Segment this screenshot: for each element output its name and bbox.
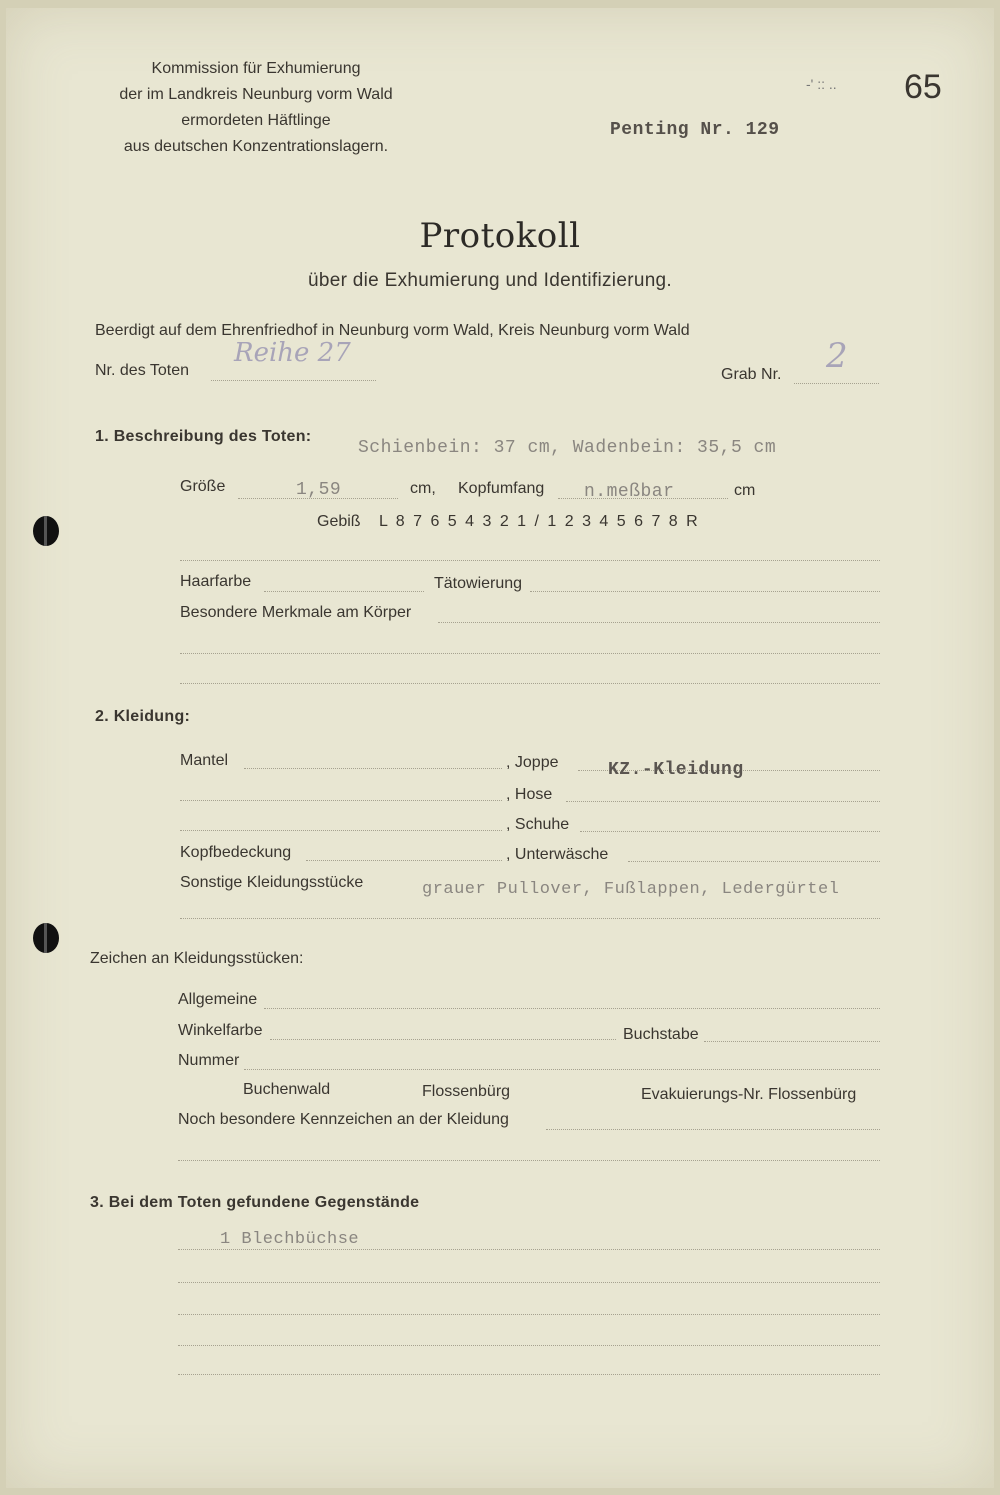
section1-heading: 1. Beschreibung des Toten: xyxy=(95,428,312,445)
shoes-label: , Schuhe xyxy=(506,816,570,833)
jacket-value: KZ.-Kleidung xyxy=(608,760,744,780)
head-circumference-value: n.meßbar xyxy=(584,482,675,502)
general-label: Allgemeine xyxy=(178,991,258,1008)
document-page xyxy=(6,8,994,1488)
letter-label: Buchstabe xyxy=(623,1026,699,1043)
hair-color-label: Haarfarbe xyxy=(180,573,252,590)
bone-measurements: Schienbein: 37 cm, Wadenbein: 35,5 cm xyxy=(358,438,777,458)
page-subtitle: über die Exhumierung und Identifizierung. xyxy=(307,270,673,291)
grave-no-label: Grab Nr. xyxy=(721,366,782,383)
teeth-label: Gebiß xyxy=(317,513,361,530)
tattoo-label: Tätowierung xyxy=(434,575,523,592)
teeth-chart: L 8 7 6 5 4 3 2 1 / 1 2 3 4 5 6 7 8 R xyxy=(379,513,700,530)
head-circumference-label: Kopfumfang xyxy=(458,480,545,497)
special-marks-label: Besondere Merkmale am Körper xyxy=(180,604,412,621)
section2-heading: 2. Kleidung: xyxy=(95,708,191,725)
corner-mark: -' :: .. xyxy=(806,76,837,92)
other-clothing-value: grauer Pullover, Fußlappen, Ledergürtel xyxy=(422,880,840,899)
height-value: 1,59 xyxy=(296,480,342,500)
penting-stamp: Penting Nr. 129 xyxy=(610,120,780,140)
underwear-label: , Unterwäsche xyxy=(506,846,609,863)
other-clothing-label: Sonstige Kleidungsstücke xyxy=(180,874,364,891)
dead-no-handwritten: Reihe 27 xyxy=(234,338,351,368)
commission-line-3: ermordeten Häftlinge xyxy=(181,112,331,129)
page-title: Protokoll xyxy=(419,216,581,256)
commission-line-1: Kommission für Exhumierung xyxy=(151,60,361,77)
buchenwald-label: Buchenwald xyxy=(243,1081,331,1098)
number-label: Nummer xyxy=(178,1052,240,1069)
evacuation-number-label: Evakuierungs-Nr. Flossenbürg xyxy=(641,1086,857,1103)
coat-label: Mantel xyxy=(180,752,229,769)
commission-line-4: aus deutschen Konzentrationslagern. xyxy=(123,138,389,155)
trousers-label: , Hose xyxy=(506,786,553,803)
grave-no-handwritten: 2 xyxy=(826,336,848,376)
height-label: Größe xyxy=(180,478,226,495)
cm-label-2: cm xyxy=(734,482,756,499)
found-item: 1 Blechbüchse xyxy=(220,1230,360,1249)
section3-heading: 3. Bei dem Toten gefundene Gegenstände xyxy=(90,1194,420,1211)
jacket-label: , Joppe xyxy=(506,754,559,771)
punch-hole-bottom xyxy=(33,923,59,953)
commission-line-2: der im Landkreis Neunburg vorm Wald xyxy=(119,86,393,103)
headwear-label: Kopfbedeckung xyxy=(180,844,292,861)
signs-heading: Zeichen an Kleidungsstücken: xyxy=(90,950,304,967)
punch-hole-top xyxy=(33,516,59,546)
cm-label-1: cm, xyxy=(410,480,436,497)
other-markings-label: Noch besondere Kennzeichen an der Kleidung xyxy=(178,1111,509,1128)
dead-no-label: Nr. des Toten xyxy=(95,362,189,379)
page-number: 65 xyxy=(904,68,942,106)
burial-line: Beerdigt auf dem Ehrenfriedhof in Neunburg vorm Wald, Kreis Neunburg vorm Wald xyxy=(95,322,690,339)
triangle-color-label: Winkelfarbe xyxy=(178,1022,263,1039)
flossenbuerg-label: Flossenbürg xyxy=(422,1083,511,1100)
